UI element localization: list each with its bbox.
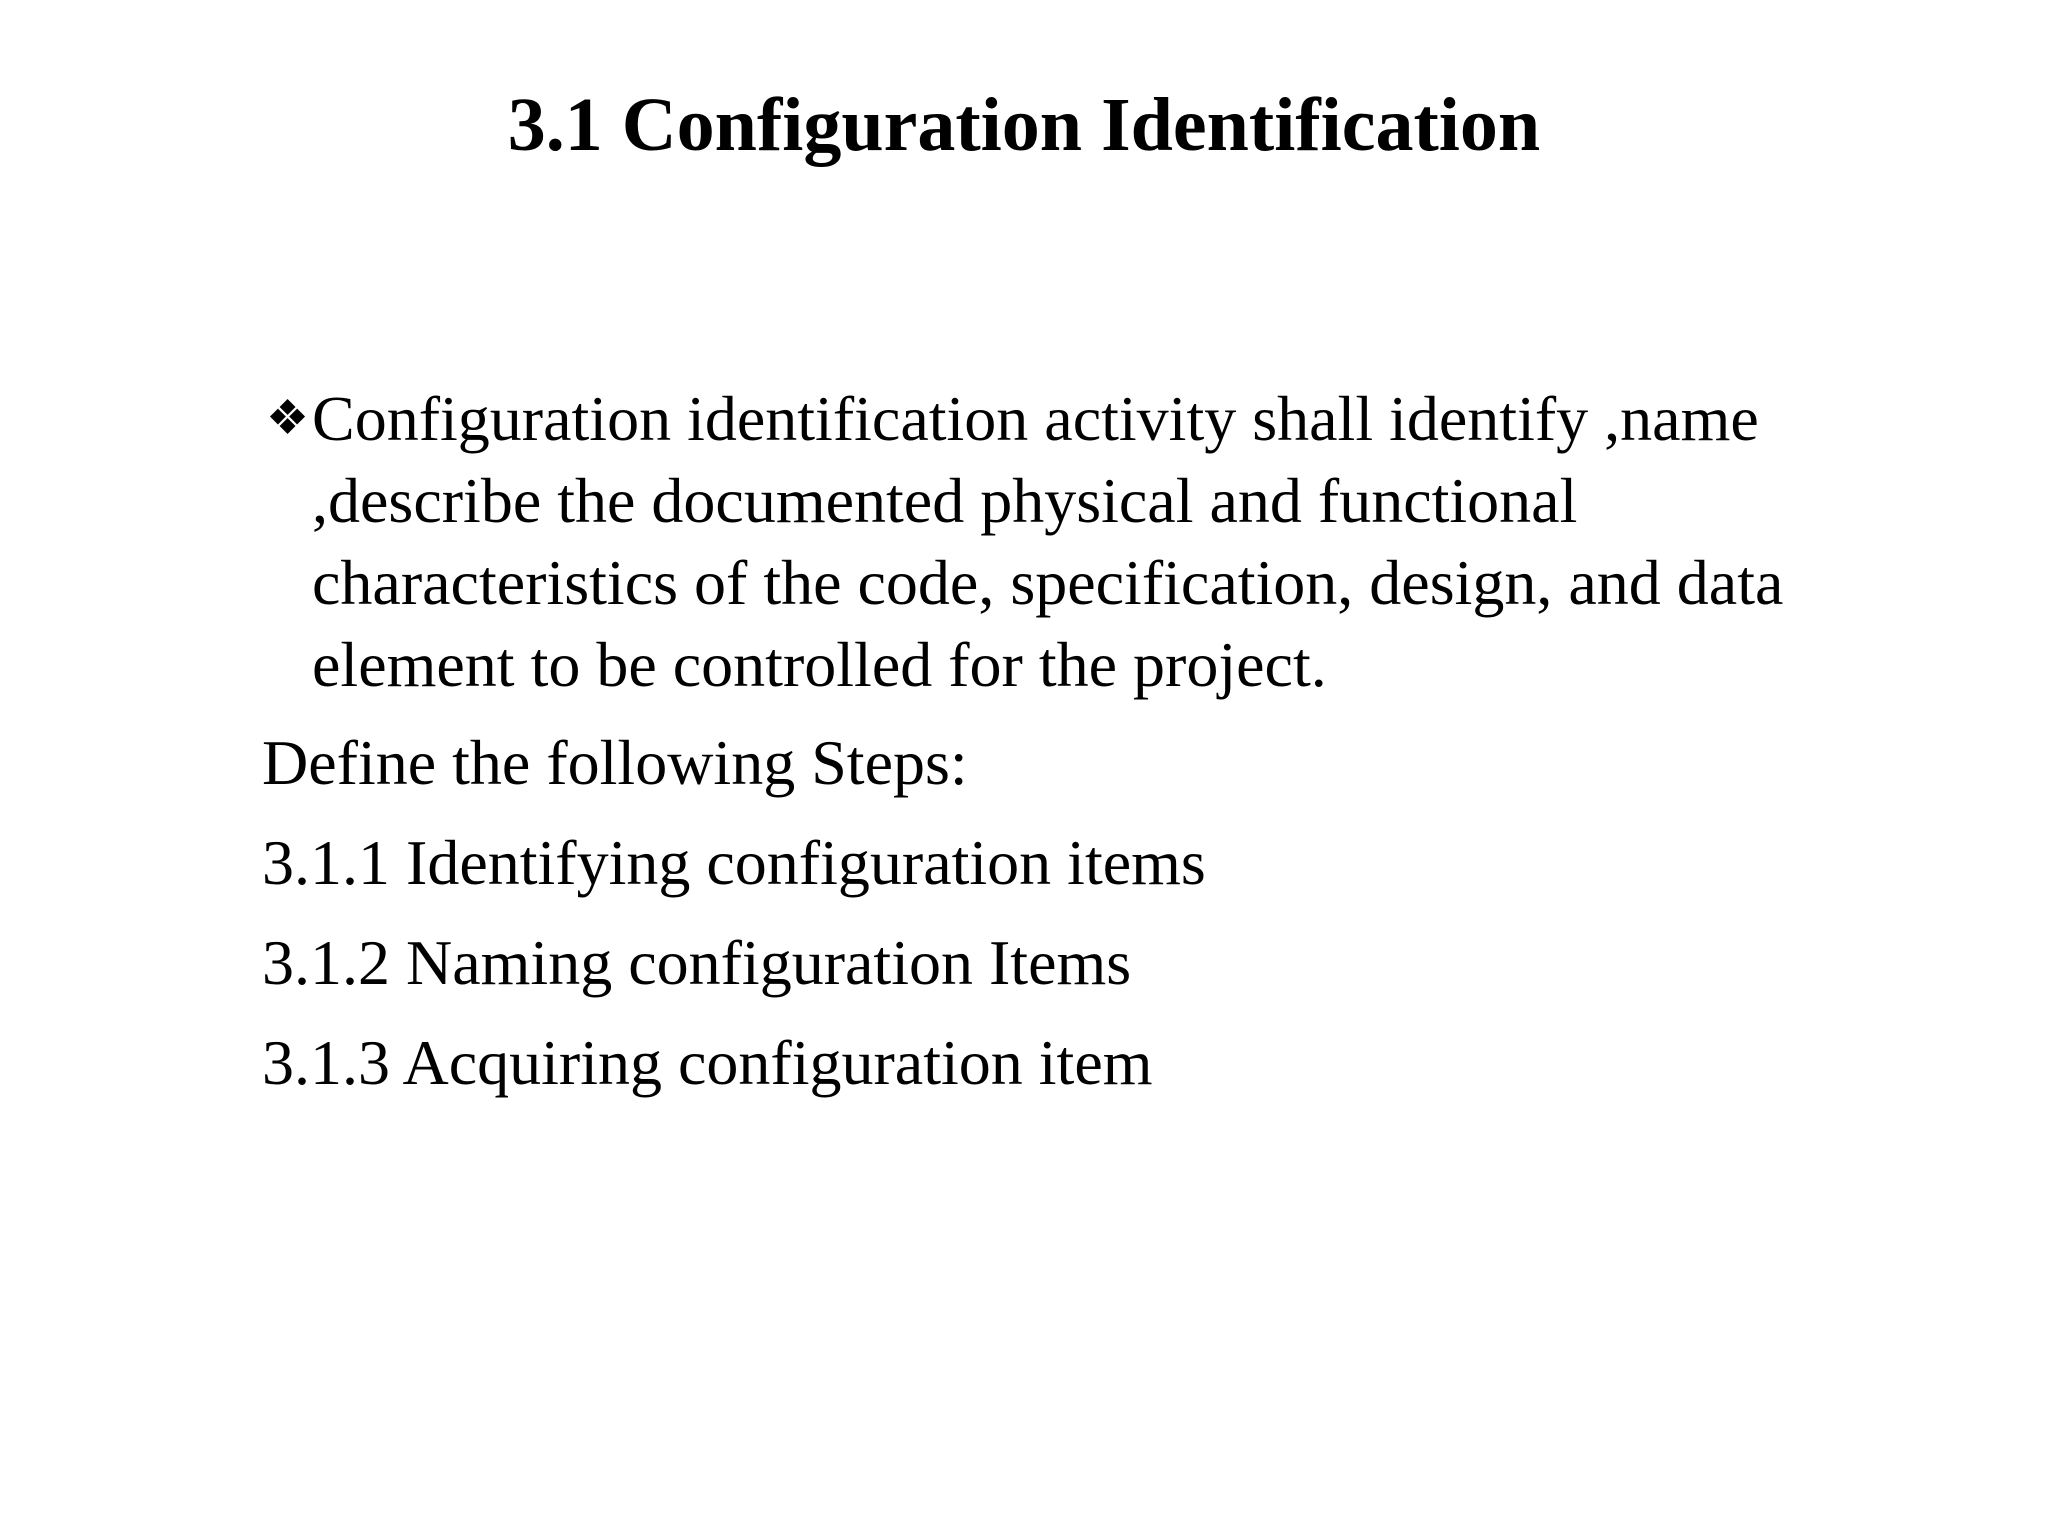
slide-title: 3.1 Configuration Identification (507, 83, 1541, 167)
bullet-text: Configuration identification activity shall identify ,name ,describe the documented physical and functional characteristics of the code, specification, design, and data element to be controlled for the project. (312, 383, 1784, 700)
slide-body (262, 378, 1922, 1104)
step-item: 3.1.2 Naming configuration Items (262, 927, 1132, 998)
diamond-quad-bullet-icon: ❖ (266, 392, 310, 445)
lead-line: Define the following Steps: (262, 727, 968, 798)
step-item: 3.1.1 Identifying configuration items (262, 827, 1206, 898)
step-item: 3.1.3 Acquiring configuration item (262, 1027, 1153, 1098)
bullet-paragraph (262, 378, 1922, 706)
